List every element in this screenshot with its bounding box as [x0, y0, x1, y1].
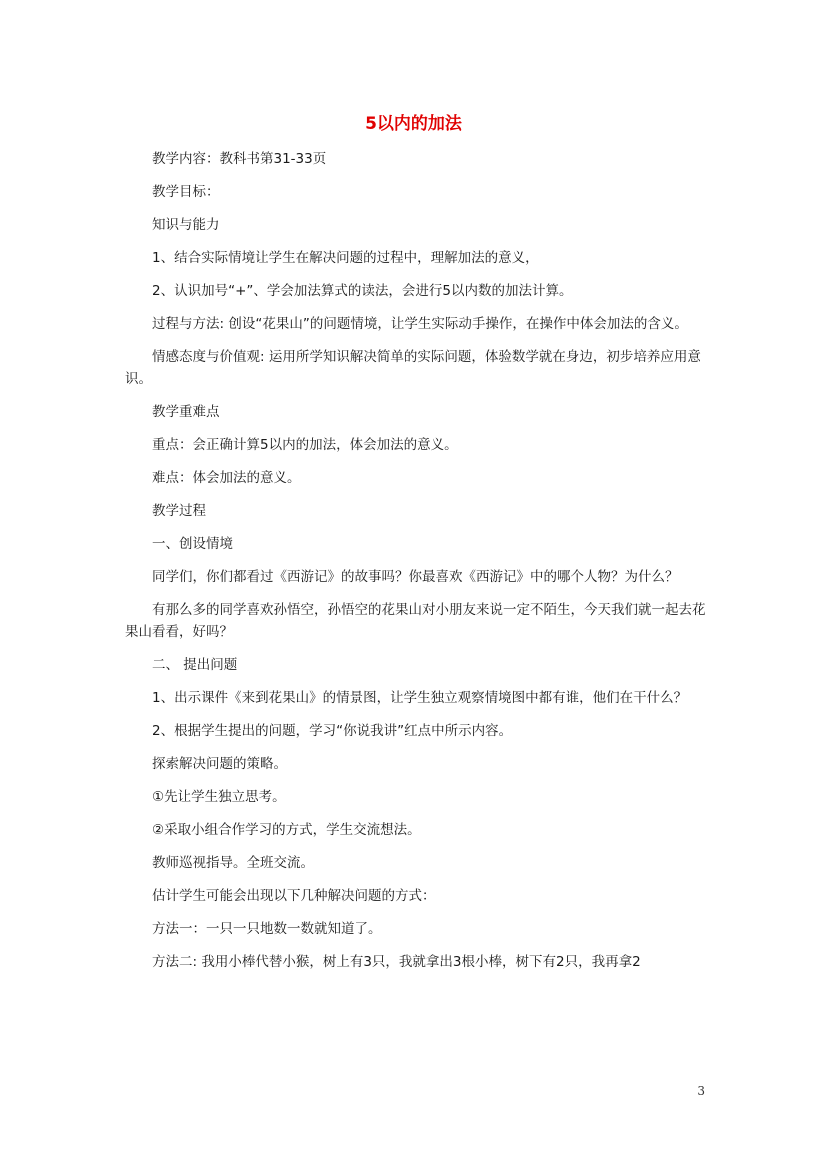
paragraph: 1、结合实际情境让学生在解决问题的过程中，理解加法的意义，: [152, 250, 539, 266]
paragraph: 有那么多的同学喜欢孙悟空，孙悟空的花果山对小朋友来说一定不陌生，今天我们就一起去花果山看看，好吗？: [125, 602, 706, 640]
paragraph: 探索解决问题的策略。: [152, 756, 287, 772]
paragraph: 估计学生可能会出现以下几种解决问题的方式：: [152, 888, 436, 904]
paragraph: 过程与方法: 创设“花果山”的问题情境，让学生实际动手操作，在操作中体会加法的含义。: [152, 316, 688, 332]
document-body: [125, 148, 715, 984]
paragraph: 教学内容：教科书第31-33页: [152, 151, 327, 167]
paragraph: 重点：会正确计算5以内的加法，体会加法的意义。: [152, 437, 458, 453]
paragraph: 教学重难点: [152, 404, 220, 420]
paragraph: 一、创设情境: [152, 536, 233, 552]
paragraph: 教学目标：: [152, 184, 220, 200]
paragraph: 2、根据学生提出的问题，学习“你说我讲”红点中所示内容。: [152, 723, 513, 739]
paragraph: 方法二: 我用小棒代替小猴，树上有3只，我就拿出3根小棒，树下有2只，我再拿2: [152, 954, 641, 970]
paragraph: 情感态度与价值观: 运用所学知识解决简单的实际问题，体验数学就在身边，初步培养应用意识。: [125, 349, 701, 387]
paragraph: 二、 提出问题: [152, 657, 238, 673]
document-title: 5以内的加法: [365, 114, 462, 134]
paragraph: ①先让学生独立思考。: [152, 789, 286, 805]
paragraph: 1、出示课件《来到花果山》的情景图，让学生独立观察情境图中都有谁，他们在干什么？: [152, 690, 688, 706]
paragraph: 难点：体会加法的意义。: [152, 470, 301, 486]
paragraph: 方法一：一只一只地数一数就知道了。: [152, 921, 382, 937]
paragraph: 知识与能力: [152, 217, 220, 233]
paragraph: 同学们，你们都看过《西游记》的故事吗？你最喜欢《西游记》中的哪个人物？为什么？: [152, 569, 679, 585]
paragraph: ②采取小组合作学习的方式，学生交流想法。: [152, 822, 421, 838]
paragraph: 教师巡视指导。全班交流。: [152, 855, 314, 871]
paragraph: 2、认识加号“+”、学会加法算式的读法，会进行5以内数的加法计算。: [152, 283, 573, 299]
page-number: 3: [697, 1084, 705, 1098]
paragraph: 教学过程: [152, 503, 206, 519]
